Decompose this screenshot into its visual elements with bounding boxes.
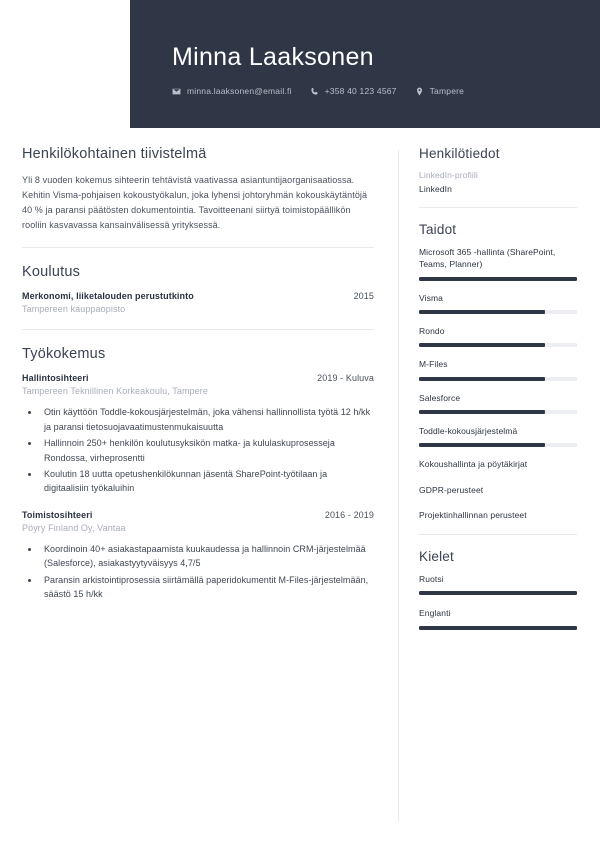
contact-row (172, 86, 600, 96)
experience-entry-head (22, 510, 374, 520)
envelope-icon (172, 87, 181, 96)
skill-bar-track (419, 443, 577, 447)
skill-bar-fill (419, 343, 545, 347)
experience-entry (22, 510, 374, 602)
skill-bar-track (419, 277, 577, 281)
section-rule (22, 329, 374, 330)
skill-name: Rondo (419, 325, 445, 336)
personal-detail-value[interactable]: LinkedIn (419, 184, 452, 194)
experience-role: Hallintosihteeri (22, 373, 89, 384)
skill-name: Visma (419, 292, 443, 303)
language-bar-fill (419, 591, 577, 595)
skill-bar-fill (419, 377, 545, 381)
contact-phone (310, 86, 397, 96)
bullet-item: • Hallinnoin 250+ henkilön koulutusyksikön matka- ja kululaskuprosesseja Rondossa, virheprosentti (40, 436, 374, 465)
sidebar-rule (419, 534, 577, 535)
skill-bar-track (419, 343, 577, 347)
language-item (419, 607, 577, 629)
language-bar-track (419, 591, 577, 595)
personal-detail-label: LinkedIn-profiili (419, 170, 478, 180)
skill-bar-fill (419, 310, 545, 314)
section-summary (22, 146, 374, 232)
bullet-item: • Koulutin 18 uutta opetushenkilökunnan jäsentä SharePoint-työtilaan ja digitaalisiin työkaluihin (40, 467, 374, 496)
skill-bar-fill (419, 410, 545, 414)
skill-name: Kokoushallinta ja pöytäkirjat (419, 459, 528, 470)
skill-name: GDPR-perusteet (419, 484, 484, 495)
bullet-item: • Otin käyttöön Toddle-kokousjärjestelmän, joka vähensi hallinnollista työtä 12 h/kk ja paransi tietosuojavaatimustenmukaisuutta (40, 405, 374, 434)
experience-entry (22, 373, 374, 495)
skill-item (419, 425, 577, 447)
language-name: Ruotsi (419, 574, 444, 585)
education-title: Koulutus (22, 264, 81, 281)
section-rule (22, 247, 374, 248)
education-date: 2015 (353, 291, 374, 302)
language-name: Englanti (419, 608, 451, 619)
resume-header (130, 0, 600, 128)
skill-name: Salesforce (419, 392, 461, 403)
contact-email (172, 86, 292, 96)
candidate-name: Minna Laaksonen (172, 43, 374, 71)
skill-item (419, 458, 577, 470)
experience-date: 2016 - 2019 (324, 509, 374, 520)
sidebar-column (419, 146, 577, 630)
skill-name: M-Files (419, 359, 448, 370)
skill-bar-track (419, 377, 577, 381)
language-bar-track (419, 626, 577, 630)
experience-title: Työkokemus (22, 346, 106, 363)
skill-bar-track (419, 410, 577, 414)
contact-phone-text: +358 40 123 4567 (324, 86, 397, 96)
language-bar-fill (419, 626, 577, 630)
section-languages (419, 549, 577, 630)
skill-name: Microsoft 365 -hallinta (SharePoint, Teams, Planner) (419, 247, 556, 270)
sidebar-rule (419, 207, 577, 208)
section-personal-details (419, 146, 577, 194)
column-divider (398, 150, 399, 822)
languages-title: Kielet (419, 549, 454, 565)
contact-location (415, 86, 464, 96)
education-entry (22, 291, 374, 314)
contact-email-text: minna.laaksonen@email.fi (187, 86, 292, 96)
section-skills (419, 222, 577, 521)
main-column (22, 146, 374, 603)
experience-date: 2019 - Kuluva (317, 373, 374, 384)
experience-employer: Pöyry Finland Oy, Vantaa (22, 522, 126, 533)
skill-bar-fill (419, 443, 545, 447)
skill-item (419, 292, 577, 314)
summary-title: Henkilökohtainen tiivistelmä (22, 146, 207, 162)
experience-employer: Tampereen Teknillinen Korkeakoulu, Tampere (22, 386, 208, 397)
skill-name: Toddle-kokousjärjestelmä (419, 425, 518, 436)
experience-entry-head (22, 373, 374, 383)
phone-icon (310, 87, 319, 96)
section-education (22, 264, 374, 314)
experience-bullets (40, 542, 374, 602)
section-experience (22, 346, 374, 601)
skill-item (419, 358, 577, 380)
location-pin-icon (415, 87, 424, 96)
skill-item (419, 484, 577, 496)
education-school: Tampereen kauppaopisto (22, 304, 126, 315)
skill-item (419, 325, 577, 347)
skills-title: Taidot (419, 222, 457, 237)
skill-bar-track (419, 310, 577, 314)
bullet-item: • Paransin arkistointiprosessia siirtämällä paperidokumentit M-Files-järjestelmään, säästö 15 h/kk (40, 573, 374, 602)
language-item (419, 573, 577, 595)
education-entry-head (22, 291, 374, 301)
contact-location-text: Tampere (429, 86, 465, 96)
experience-role: Toimistosihteeri (22, 509, 93, 520)
personal-detail-item (419, 170, 577, 194)
experience-bullets (40, 405, 374, 495)
skill-item (419, 392, 577, 414)
skill-item (419, 246, 577, 281)
summary-text: Yli 8 vuoden kokemus sihteerin tehtävistä vaativassa asiantuntijaorganisaatiossa. Kehitin Visma-pohjaisen kokoustyökalun, joka lyhensi johtoryhmän kokouskäytäntöjä 40 % ja paransi päätösten dokumentointia. Tavoitteenani siirtyä toimistopäällikön rooliin kasvavassa kansainvälisessä yrityksessä. (22, 175, 368, 230)
education-degree: Merkonomi, liiketalouden perustutkinto (22, 291, 194, 302)
bullet-item: • Koordinoin 40+ asiakastapaamista kuukaudessa ja hallinnoin CRM-järjestelmää (Salesforce), asiakastyytyväisyys 4,7/5 (40, 542, 374, 571)
skill-bar-fill (419, 277, 577, 281)
skill-item (419, 509, 577, 521)
skill-name: Projektinhallinnan perusteet (419, 509, 527, 520)
personal-details-title: Henkilötiedot (419, 146, 500, 161)
